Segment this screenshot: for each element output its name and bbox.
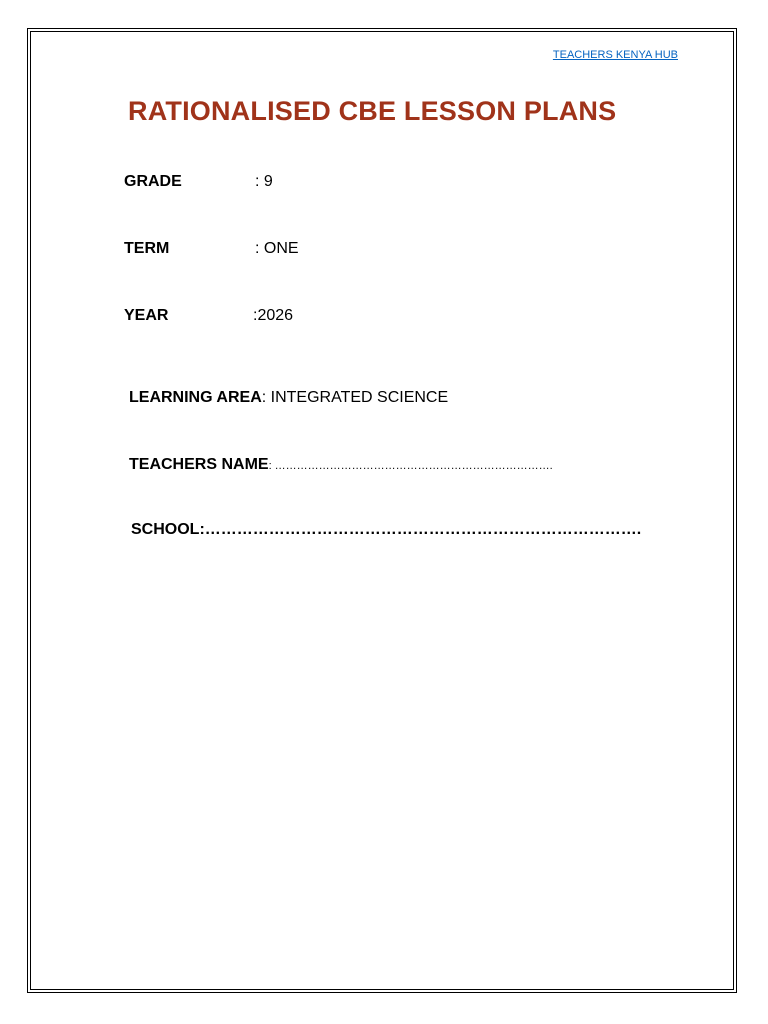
- learning-area-field: [129, 389, 448, 407]
- teachers-name-blank: : ………………………………………………………………….: [268, 460, 553, 472]
- grade-label-text: GRADE: [124, 173, 182, 190]
- teachers-kenya-hub-link[interactable]: TEACHERS KENYA HUB: [552, 49, 678, 61]
- grade-value: : 9: [255, 173, 273, 190]
- year-value: :2026: [253, 307, 294, 324]
- year-label-text: YEAR: [124, 307, 169, 324]
- term-value: : ONE: [255, 240, 299, 257]
- school-field: [131, 521, 641, 539]
- learning-area-label: LEARNING AREA: [129, 389, 262, 406]
- learning-area-value: : INTEGRATED SCIENCE: [261, 389, 449, 406]
- term-label: [124, 240, 169, 258]
- term-label-text: TERM: [124, 240, 170, 257]
- document-title: RATIONALISED CBE LESSON PLANS: [128, 96, 617, 126]
- school-label: SCHOOL:……………………………………………………………………….: [131, 521, 642, 538]
- grade-label: [124, 173, 182, 191]
- teachers-name-label: TEACHERS NAME: [129, 456, 269, 473]
- teachers-name-field: [129, 456, 553, 474]
- year-label: [124, 307, 168, 325]
